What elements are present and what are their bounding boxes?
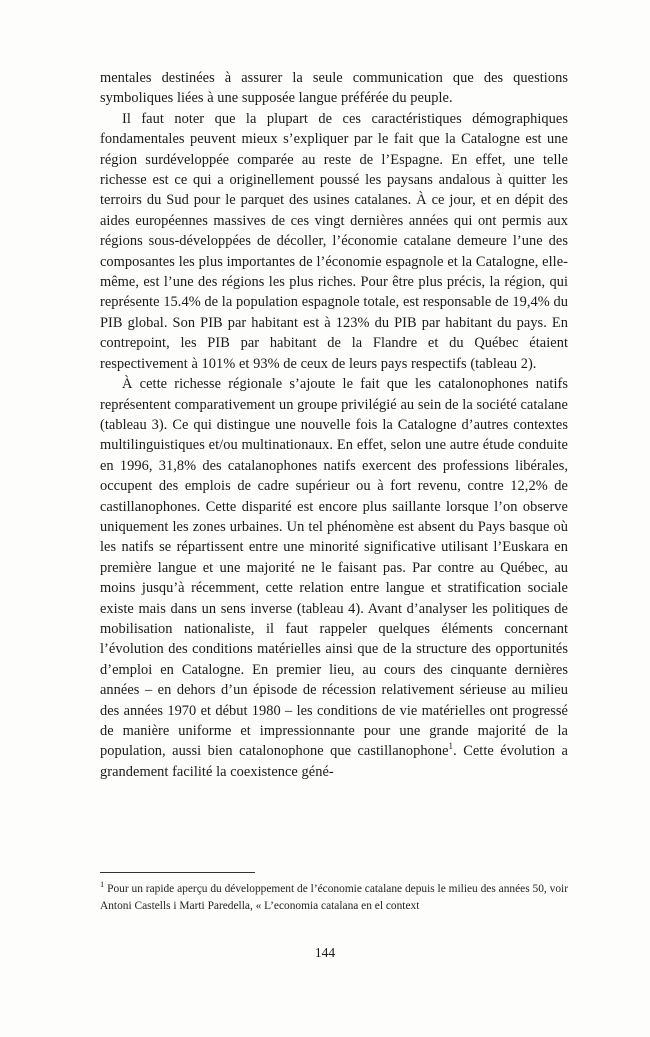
footnote-number: 1	[100, 879, 105, 890]
footnote-reference-marker: 1	[448, 741, 454, 752]
paragraph-1: mentales destinées à assurer la seule communication que des questions symboliques liées à une supposée langue préférée du peuple.	[100, 70, 568, 107]
footnote-area	[100, 872, 568, 915]
paragraph-3-text: À cette richesse régionale s’ajoute le fait que les catalonophones natifs représentent comparativement un groupe privilégié au sein de la société catalane (tableau 3). Ce qui distingue une nouvelle fois la Catalogne d’autres contextes multilinguistiques et/ou multinationaux. En effet, selon une autre étude conduite en 1996, 31,8% des catalanophones natifs exercent des professions libérales, occupent des emplois de cadre supérieur ou à fort revenu, contre 12,2% de castillanophones. Cette disparité est encore plus saillante lorsque l’on observe uniquement les zones urbaines. Un tel phénomène est absent du Pays basque où les natifs se répartissent entre une minorité significative utilisant l’Euskara en première langue et une majorité ne le faisant pas. Par contre au Québec, au moins jusqu’à récemment, cette relation entre langue et stratification sociale existe mais dans un sens inverse (tableau 4). Avant d’analyser les politiques de mobilisation nationaliste, il faut rappeler quelques éléments concernant l’évolution des conditions matérielles ainsi que de la structure des opportunités d’emploi en Catalogne. En premier lieu, au cours des cinquante dernières années – en dehors d’un épisode de récession relativement sérieuse au milieu des années 1970 et début 1980 – les conditions de vie matérielles ont progressé de manière uniforme et impressionnante pour une grande majorité de la population, aussi bien catalonophone que castillanophone	[100, 376, 568, 760]
paragraph-3-text-after: . Cette évolution a grandement facilité la coexistence géné-	[100, 743, 568, 780]
paragraph-2: Il faut noter que la plupart de ces caractéristiques démographiques fondamentales peuvent mieux s’expliquer par le fait que la Catalogne est une région surdéveloppée comparée au reste de l’Espagne. En effet, une telle richesse est ce qui a originellement poussé les paysans andalous à quitter les terroirs du Sud pour le parquet des usines catalanes. À ce jour, et en dépit des aides européennes massives de ces vingt dernières années qui ont permis aux régions sous-développées de décoller, l’économie catalane demeure l’une des composantes les plus importantes de l’économie espagnole et la Catalogne, elle-même, est l’une des régions les plus riches. Pour être plus précis, la région, qui représente 15.4% de la population espagnole totale, est responsable de 19,4% du PIB global. Son PIB par habitant est à 123% du PIB par habitant du pays. En contrepoint, les PIB par habitant de la Flandre et du Québec étaient respectivement à 101% et 93% de ceux de leurs pays respectifs (tableau 2).	[100, 110, 568, 372]
footnote-1	[100, 881, 568, 915]
page-body	[100, 68, 568, 782]
footnote-separator-rule	[100, 872, 255, 873]
page-number: 144	[314, 945, 336, 960]
footnote-text: Pour un rapide aperçu du développement de l’économie catalane depuis le milieu des années 50, voir Antoni Castells i Marti Paredella, « L’economia catalana en el context	[100, 883, 568, 912]
paragraph-3	[100, 374, 568, 782]
